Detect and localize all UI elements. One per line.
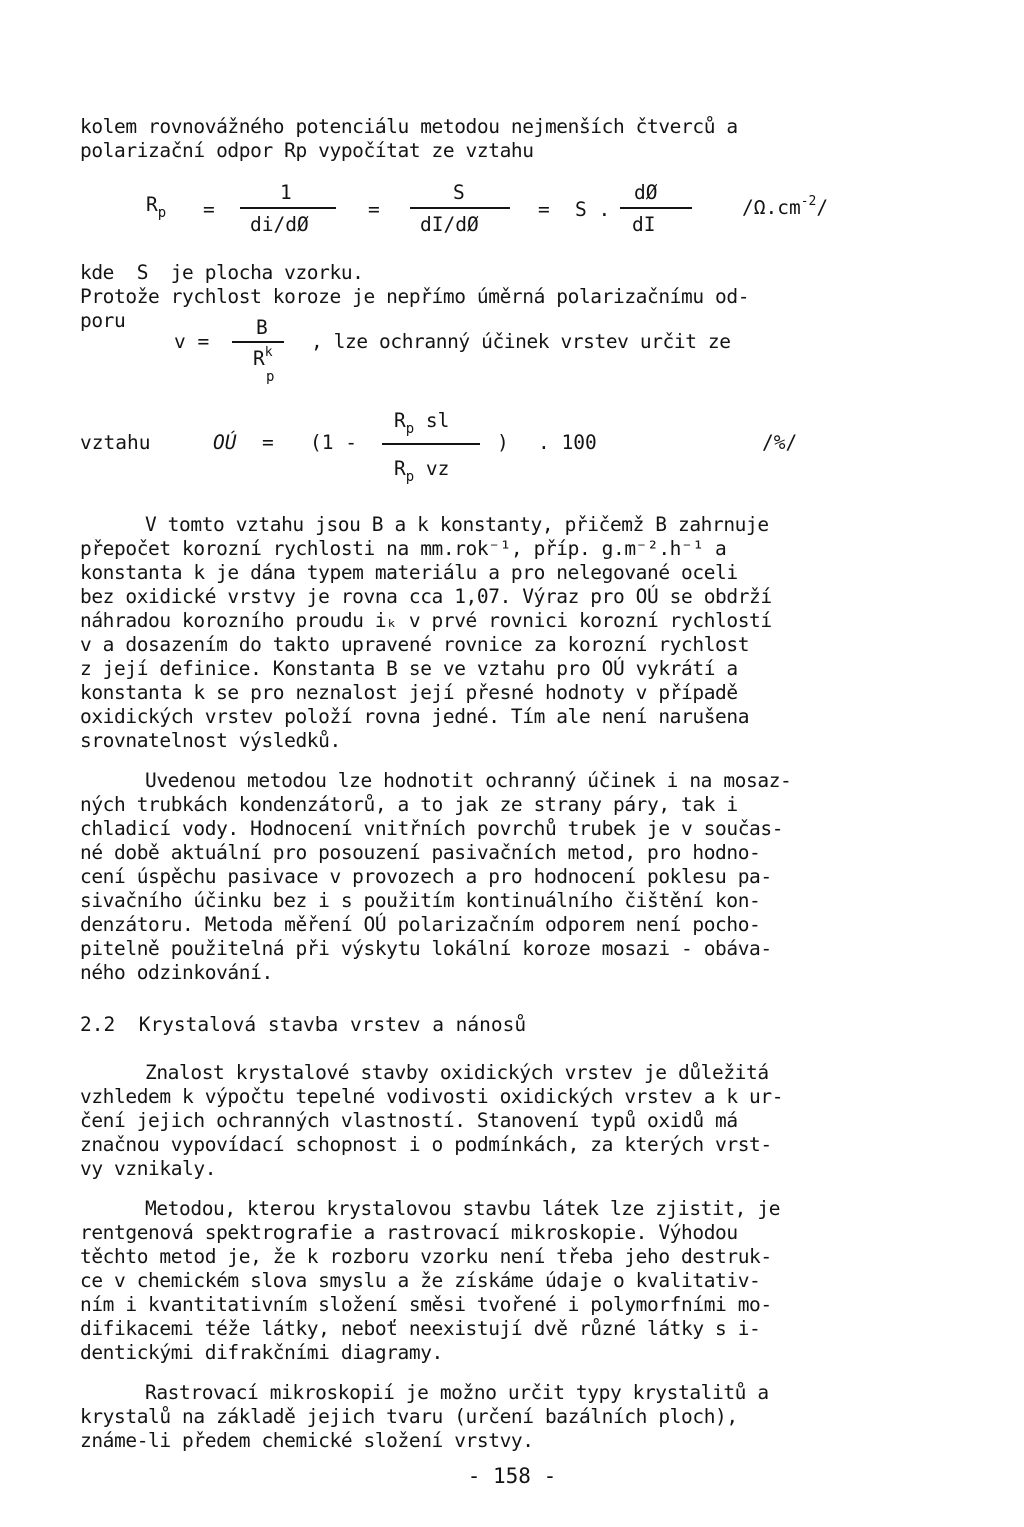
text-line: Znalost krystalové stavby oxidických vrstev je důležitá	[145, 1061, 769, 1084]
fraction-bar	[382, 443, 480, 445]
fraction-bar	[232, 341, 284, 343]
formula-subscript: p	[266, 369, 275, 385]
text-line: značnou vypovídací schopnost i o podmínkách, za kterých vrst-	[80, 1133, 772, 1156]
text-line: , lze ochranný účinek vrstev určit ze	[311, 330, 731, 353]
text-line: těchto metod je, že k rozboru vzorku není třeba jeho destruk-	[80, 1245, 772, 1268]
equals-sign: =	[262, 431, 274, 454]
fraction-numerator: B	[256, 316, 268, 339]
text-line: Uvedenou metodou lze hodnotit ochranný účinek i na mosaz-	[145, 769, 792, 792]
text-line: denzátoru. Metoda měření OÚ polarizačním odporem není pocho-	[80, 913, 761, 936]
text-line: cení úspěchu pasivace v provozech a pro hodnocení poklesu pa-	[80, 865, 772, 888]
text-line: chladicí vody. Hodnocení vnitřních povrchů trubek je v součas-	[80, 817, 784, 840]
text-line: pitelně použitelná při výskytu lokální koroze mosazi - obáva-	[80, 937, 772, 960]
text-line: konstanta k je dána typem materiálu a pro nelegované oceli	[80, 561, 738, 584]
text-line: bez oxidické vrstvy je rovna cca 1,07. Výraz pro OÚ se obdrží	[80, 585, 772, 608]
fraction-numerator: 1	[280, 181, 292, 204]
fraction-numerator: S	[453, 181, 465, 204]
text-line: kolem rovnovážného potenciálu metodou nejmenších čtverců a	[80, 115, 738, 138]
text-line: náhradou korozního proudu iₖ v prvé rovnici korozní rychlostí	[80, 609, 772, 632]
text-line: rentgenová spektrografie a rastrovací mikroskopie. Výhodou	[80, 1221, 738, 1244]
text-line: Rastrovací mikroskopií je možno určit typy krystalitů a	[145, 1381, 769, 1404]
text-line: sivačního účinku bez i s použitím kontinuálního čištění kon-	[80, 889, 761, 912]
section-heading: 2.2 Krystalová stavba vrstev a nánosů	[80, 1013, 527, 1036]
text-line: polarizační odpor Rp vypočítat ze vztahu	[80, 139, 534, 162]
text-line: konstanta k se pro neznalost její přesné hodnoty v případě	[80, 681, 738, 704]
text-line: vzhledem k výpočtu tepelné vodivosti oxidických vrstev a k ur-	[80, 1085, 784, 1108]
page-number: - 158 -	[467, 1464, 557, 1488]
formula-unit: /%/	[762, 431, 798, 454]
text-line: v a dosazením do takto upravené rovnice za korozní rychlost	[80, 633, 750, 656]
formula-term: . 100	[538, 431, 597, 454]
text-line: V tomto vztahu jsou B a k konstanty, přičemž B zahrnuje	[145, 513, 769, 536]
text-line: Protože rychlost koroze je nepřímo úměrná polarizačnímu od-	[80, 285, 750, 308]
text-line: ce v chemickém slova smyslu a že získáme údaje o kvalitativ-	[80, 1269, 761, 1292]
formula-label: vztahu	[80, 431, 151, 454]
text-line: známe-li předem chemické složení vrstvy.	[80, 1429, 534, 1452]
text-line: čení jejich ochranných vlastností. Stanovení typů oxidů má	[80, 1109, 738, 1132]
text-line: ním i kvantitativním složení směsi tvořené i polymorfními mo-	[80, 1293, 772, 1316]
fraction-denominator: dI/dØ	[420, 213, 479, 236]
text-line: Metodou, kterou krystalovou stavbu látek lze zjistit, je	[145, 1197, 781, 1220]
fraction-bar	[240, 207, 336, 209]
formula-term: v =	[174, 330, 210, 353]
formula-term: S .	[575, 198, 611, 221]
formula-symbol: R	[146, 193, 158, 216]
formula-term: (1 -	[310, 431, 357, 454]
formula-term: )	[497, 431, 509, 454]
text-line: né době aktuální pro posouzení pasivačních metod, pro hodno-	[80, 841, 761, 864]
text-line: z její definice. Konstanta B se ve vztahu pro OÚ vykrátí a	[80, 657, 738, 680]
equals-sign: =	[203, 198, 215, 221]
formula-symbol: OÚ	[213, 431, 237, 454]
text-line: dentickými difrakčními diagramy.	[80, 1341, 443, 1364]
text-line: přepočet korozní rychlosti na mm.rok⁻¹, příp. g.m⁻².h⁻¹ a	[80, 537, 727, 560]
fraction-denominator: $R_p$ vz	[394, 457, 450, 485]
equals-sign: =	[368, 198, 380, 221]
fraction-denominator: dI	[632, 213, 656, 236]
text-line: poru	[80, 309, 126, 332]
text-line: difikacemi téže látky, neboť neexistují dvě různé látky s i-	[80, 1317, 761, 1340]
text-line: oxidických vrstev položí rovna jedné. Tím ale není narušena	[80, 705, 750, 728]
formula-subscript: p	[157, 205, 167, 221]
text-line: kde S je plocha vzorku.	[80, 261, 364, 284]
equals-sign: =	[538, 198, 550, 221]
text-line: ných trubkách kondenzátorů, a to jak ze strany páry, tak i	[80, 793, 738, 816]
fraction-numerator: $R_p$ sl	[394, 409, 450, 437]
text-line: krystalů na základě jejich tvaru (určení bazálních ploch),	[80, 1405, 738, 1428]
formula-unit: $/\Omega.cm^{-2}/$	[742, 194, 829, 219]
text-line: srovnatelnost výsledků.	[80, 729, 341, 752]
fraction-bar	[410, 207, 510, 209]
text-line: ného odzinkování.	[80, 961, 273, 984]
fraction-denominator: di/dØ	[250, 213, 309, 236]
text-line: vy vznikaly.	[80, 1157, 217, 1180]
fraction-denominator: $R^k$	[253, 345, 273, 370]
fraction-bar	[620, 207, 692, 209]
fraction-numerator: dØ	[634, 181, 658, 204]
